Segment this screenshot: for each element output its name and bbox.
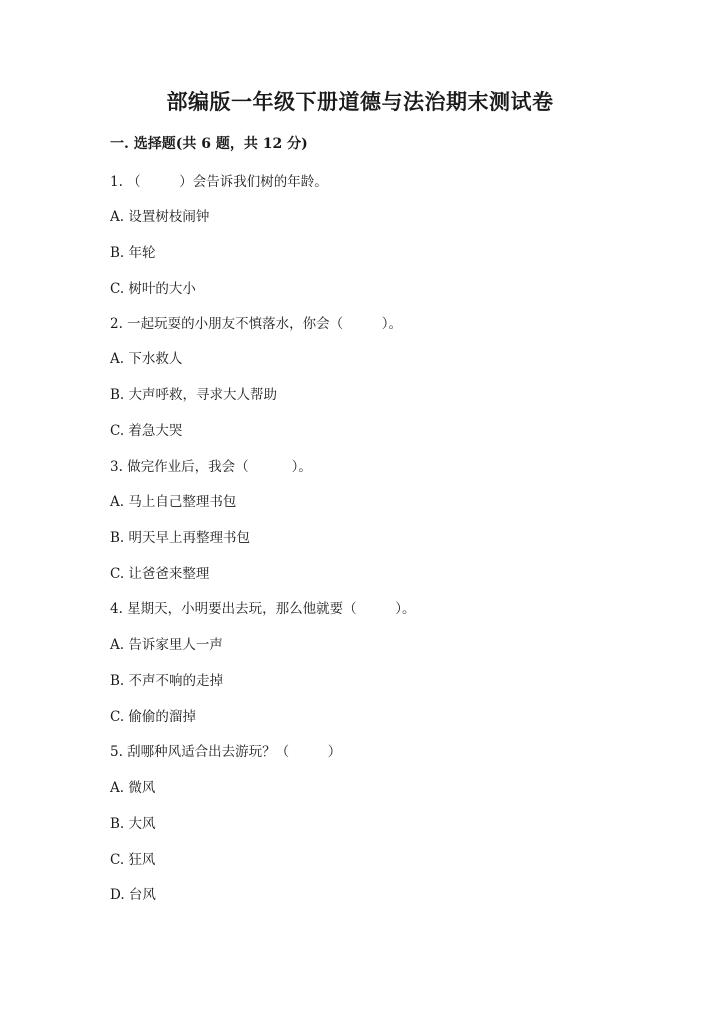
option-item: A. 设置树枝闹钟 (110, 209, 210, 225)
option-item: B. 明天早上再整理书包 (110, 530, 251, 546)
question-stem: 3. 做完作业后，我会（ ）。 (110, 459, 312, 475)
question-stem: 1. （ ）会告诉我们树的年龄。 (110, 174, 328, 190)
option-item: C. 偷偷的溜掉 (110, 709, 196, 725)
option-item: D. 台风 (110, 887, 156, 903)
option-item: A. 马上自己整理书包 (110, 494, 237, 510)
option-item: C. 着急大哭 (110, 423, 183, 439)
page-title: 部编版一年级下册道德与法治期末测试卷 (166, 89, 554, 114)
option-item: B. 大风 (110, 816, 156, 832)
option-item: B. 年轮 (110, 245, 156, 261)
section-heading: 一. 选择题(共 6 题，共 12 分) (110, 136, 308, 152)
option-item: C. 树叶的大小 (110, 281, 196, 297)
option-item: B. 大声呼救，寻求大人帮助 (110, 387, 278, 403)
question-stem: 2. 一起玩耍的小朋友不慎落水，你会（ ）。 (110, 316, 403, 332)
option-item: A. 告诉家里人一声 (110, 637, 223, 653)
question-stem: 5. 刮哪种风适合出去游玩？（ ） (110, 744, 342, 760)
question-stem: 4. 星期天，小明要出去玩，那么他就要（ ）。 (110, 601, 416, 617)
option-item: C. 狂风 (110, 852, 156, 868)
option-item: B. 不声不响的走掉 (110, 673, 224, 689)
option-item: C. 让爸爸来整理 (110, 566, 210, 582)
option-item: A. 微风 (110, 780, 156, 796)
option-item: A. 下水救人 (110, 351, 183, 367)
